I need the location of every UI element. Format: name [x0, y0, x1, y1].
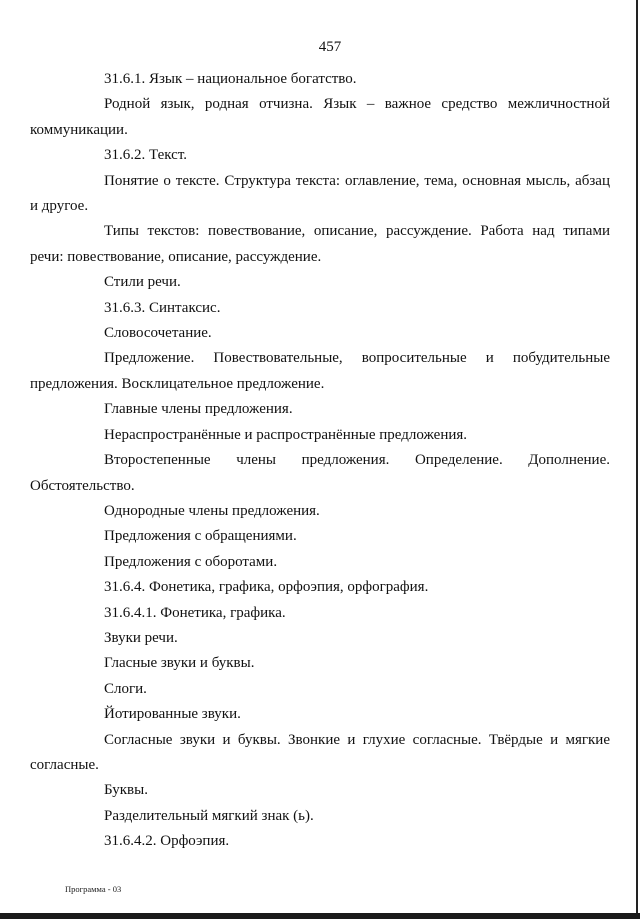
page-number: 457 — [318, 39, 342, 55]
paragraph: Словосочетание. — [104, 325, 212, 342]
paragraph: Буквы. — [104, 782, 148, 799]
section-heading: 31.6.3. Синтаксис. — [104, 299, 221, 316]
document-body — [30, 67, 610, 855]
paragraph: Нераспространённые и распространённые предложения. — [104, 426, 468, 443]
scan-edge-bottom — [0, 913, 640, 919]
paragraph: Типы текстов: повествование, описание, рассуждение. Работа над типами речи: повествование, описание, рассуждение. — [30, 223, 610, 265]
paragraph: Согласные звуки и буквы. Звонкие и глухие согласные. Твёрдые и мягкие согласные. — [30, 731, 610, 773]
section-heading: 31.6.4.2. Орфоэпия. — [104, 833, 230, 850]
paragraph: Предложение. Повествовательные, вопросительные и побудительные предложения. Восклицательное предложение. — [30, 350, 610, 392]
paragraph: Предложения с оборотами. — [104, 553, 278, 570]
section-heading: 31.6.2. Текст. — [104, 147, 187, 164]
section-heading: 31.6.4. Фонетика, графика, орфоэпия, орфография. — [104, 579, 429, 596]
paragraph: Родной язык, родная отчизна. Язык – важное средство межличностной коммуникации. — [30, 96, 610, 138]
paragraph: Йотированные звуки. — [104, 706, 241, 723]
section-heading: 31.6.4.1. Фонетика, графика. — [104, 604, 286, 621]
paragraph: Звуки речи. — [104, 629, 178, 646]
paragraph: Разделительный мягкий знак (ь). — [104, 807, 314, 824]
paragraph: Предложения с обращениями. — [104, 528, 297, 545]
footer-label: Программа - 03 — [65, 884, 122, 894]
section-heading: 31.6.1. Язык – национальное богатство. — [104, 71, 357, 87]
paragraph: Слоги. — [104, 680, 147, 697]
paragraph: Понятие о тексте. Структура текста: оглавление, тема, основная мысль, абзац и другое. — [30, 172, 610, 215]
paragraph: Главные члены предложения. — [104, 401, 293, 418]
paragraph: Стили речи. — [104, 274, 181, 291]
paragraph: Второстепенные члены предложения. Определение. Дополнение. Обстоятельство. — [30, 452, 610, 494]
scan-edge-right — [636, 0, 638, 919]
paragraph: Гласные звуки и буквы. — [104, 655, 255, 672]
paragraph: Однородные члены предложения. — [104, 502, 320, 519]
